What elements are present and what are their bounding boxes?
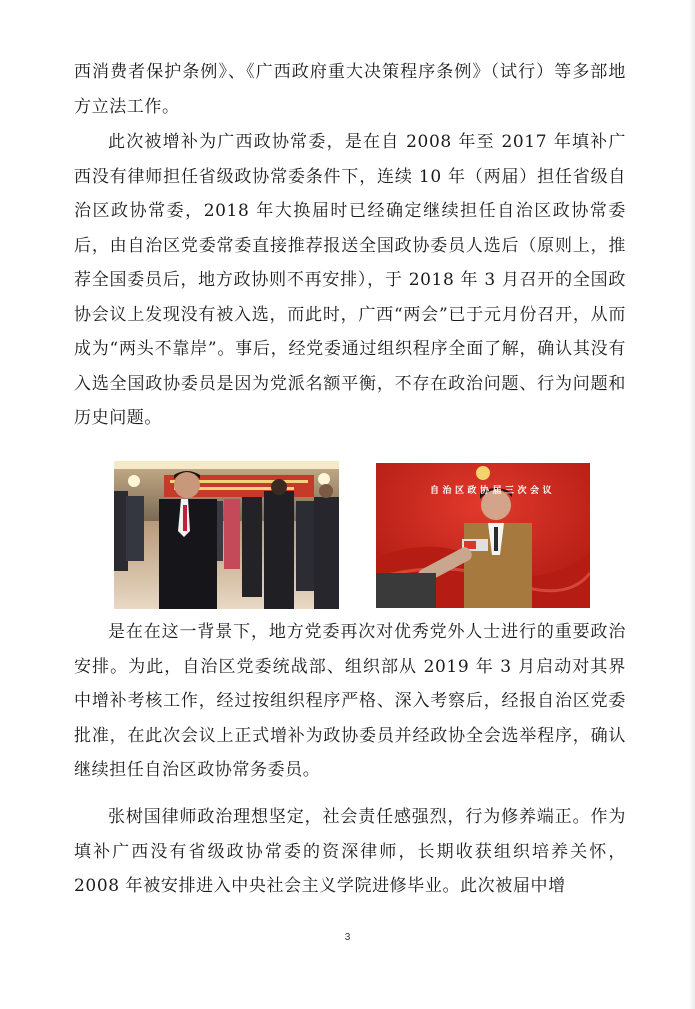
photo-interview: [376, 463, 590, 608]
page-number: 3: [344, 932, 351, 943]
page-edge-shadow: [689, 0, 695, 1009]
photo-hall-scene: [114, 461, 339, 609]
photo-banner-text: 自 治 区 政 协 届 三 次 会 议: [429, 485, 552, 495]
paragraph-2: 此次被增补为广西政协常委，是在自 2008 年至 2017 年填补广西没有律师担任省级政协常委条件下，连续 10 年（两届）担任省级自治区政协常委，2018 年大换届时已经确定继续担任自治区政协常委后，由自治区党委常委直接推荐报送全国政协委员人选后（原则上，推荐全国委员后，地方政协则不再安排），于 2018 年 3 月召开的全国政协会议上发现没有被入选，而此时，广西“两会”已于元月份召开，从而成为“两头不靠岸”。事后，经党委通过组织程序全面了解，确认其没有入选全国政协委员是因为党派名额平衡，不存在政治问题、行为问题和历史问题。: [74, 132, 626, 428]
paragraph-3: 是在在这一背景下，地方党委再次对优秀党外人士进行的重要政治安排。为此，自治区党委统战部、组织部从 2019 年 3 月启动对其界中增补考核工作，经过按组织程序严格、深入考察后，经报自治区党委批准，在此次会议上正式增补为政协委员并经政协全会选举程序，确认继续担任自治区政协常务委员。: [74, 622, 626, 780]
paragraph-1: 西消费者保护条例》、《广西政府重大决策程序条例》（试行）等多部地方立法工作。: [74, 62, 626, 117]
paragraph-4: 张树国律师政治理想坚定，社会责任感强烈，行为修养端正。作为填补广西没有省级政协常委的资深律师，长期收获组织培养关怀，2008 年被安排进入中央社会主义学院进修毕业。此次被届中增: [74, 807, 626, 896]
